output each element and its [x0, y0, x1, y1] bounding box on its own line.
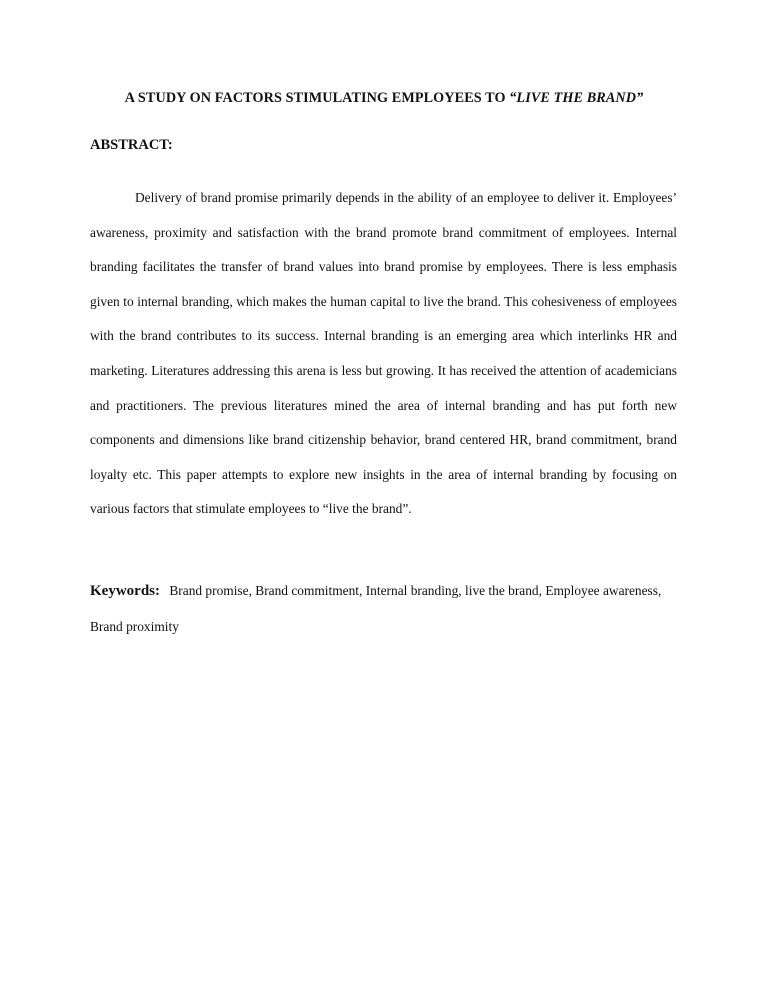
paper-title: [60, 90, 708, 107]
keywords-label: Keywords:: [90, 583, 160, 599]
paper-title-text: A STUDY ON FACTORS STIMULATING EMPLOYEES TO: [124, 90, 510, 106]
abstract-body: Delivery of brand promise primarily depends in the ability of an employee to deliver it. Employees’ awareness, proximity and satisfaction with the brand promote brand commitment of employees. Internal branding facilitates the transfer of brand values into brand promise by employees. There is less emphasis given to internal branding, which makes the human capital to live the brand. This cohesiveness of employees with the brand contributes to its success. Internal branding is an emerging area which interlinks HR and marketing. Literatures addressing this arena is less but growing. It has received the attention of academicians and practitioners. The previous literatures mined the area of internal branding and has put forth new components and dimensions like brand citizenship behavior, brand centered HR, brand commitment, brand loyalty etc. This paper attempts to explore new insights in the area of internal branding by focusing on various factors that stimulate employees to “live the brand”.: [90, 190, 677, 517]
keywords-section: [90, 573, 677, 644]
abstract-heading: ABSTRACT:: [90, 137, 173, 153]
keywords-list: Brand promise, Brand commitment, Internal branding, live the brand, Employee awareness, Brand proximity: [90, 583, 662, 634]
paper-title-emphasis: “LIVE THE BRAND”: [509, 90, 644, 106]
